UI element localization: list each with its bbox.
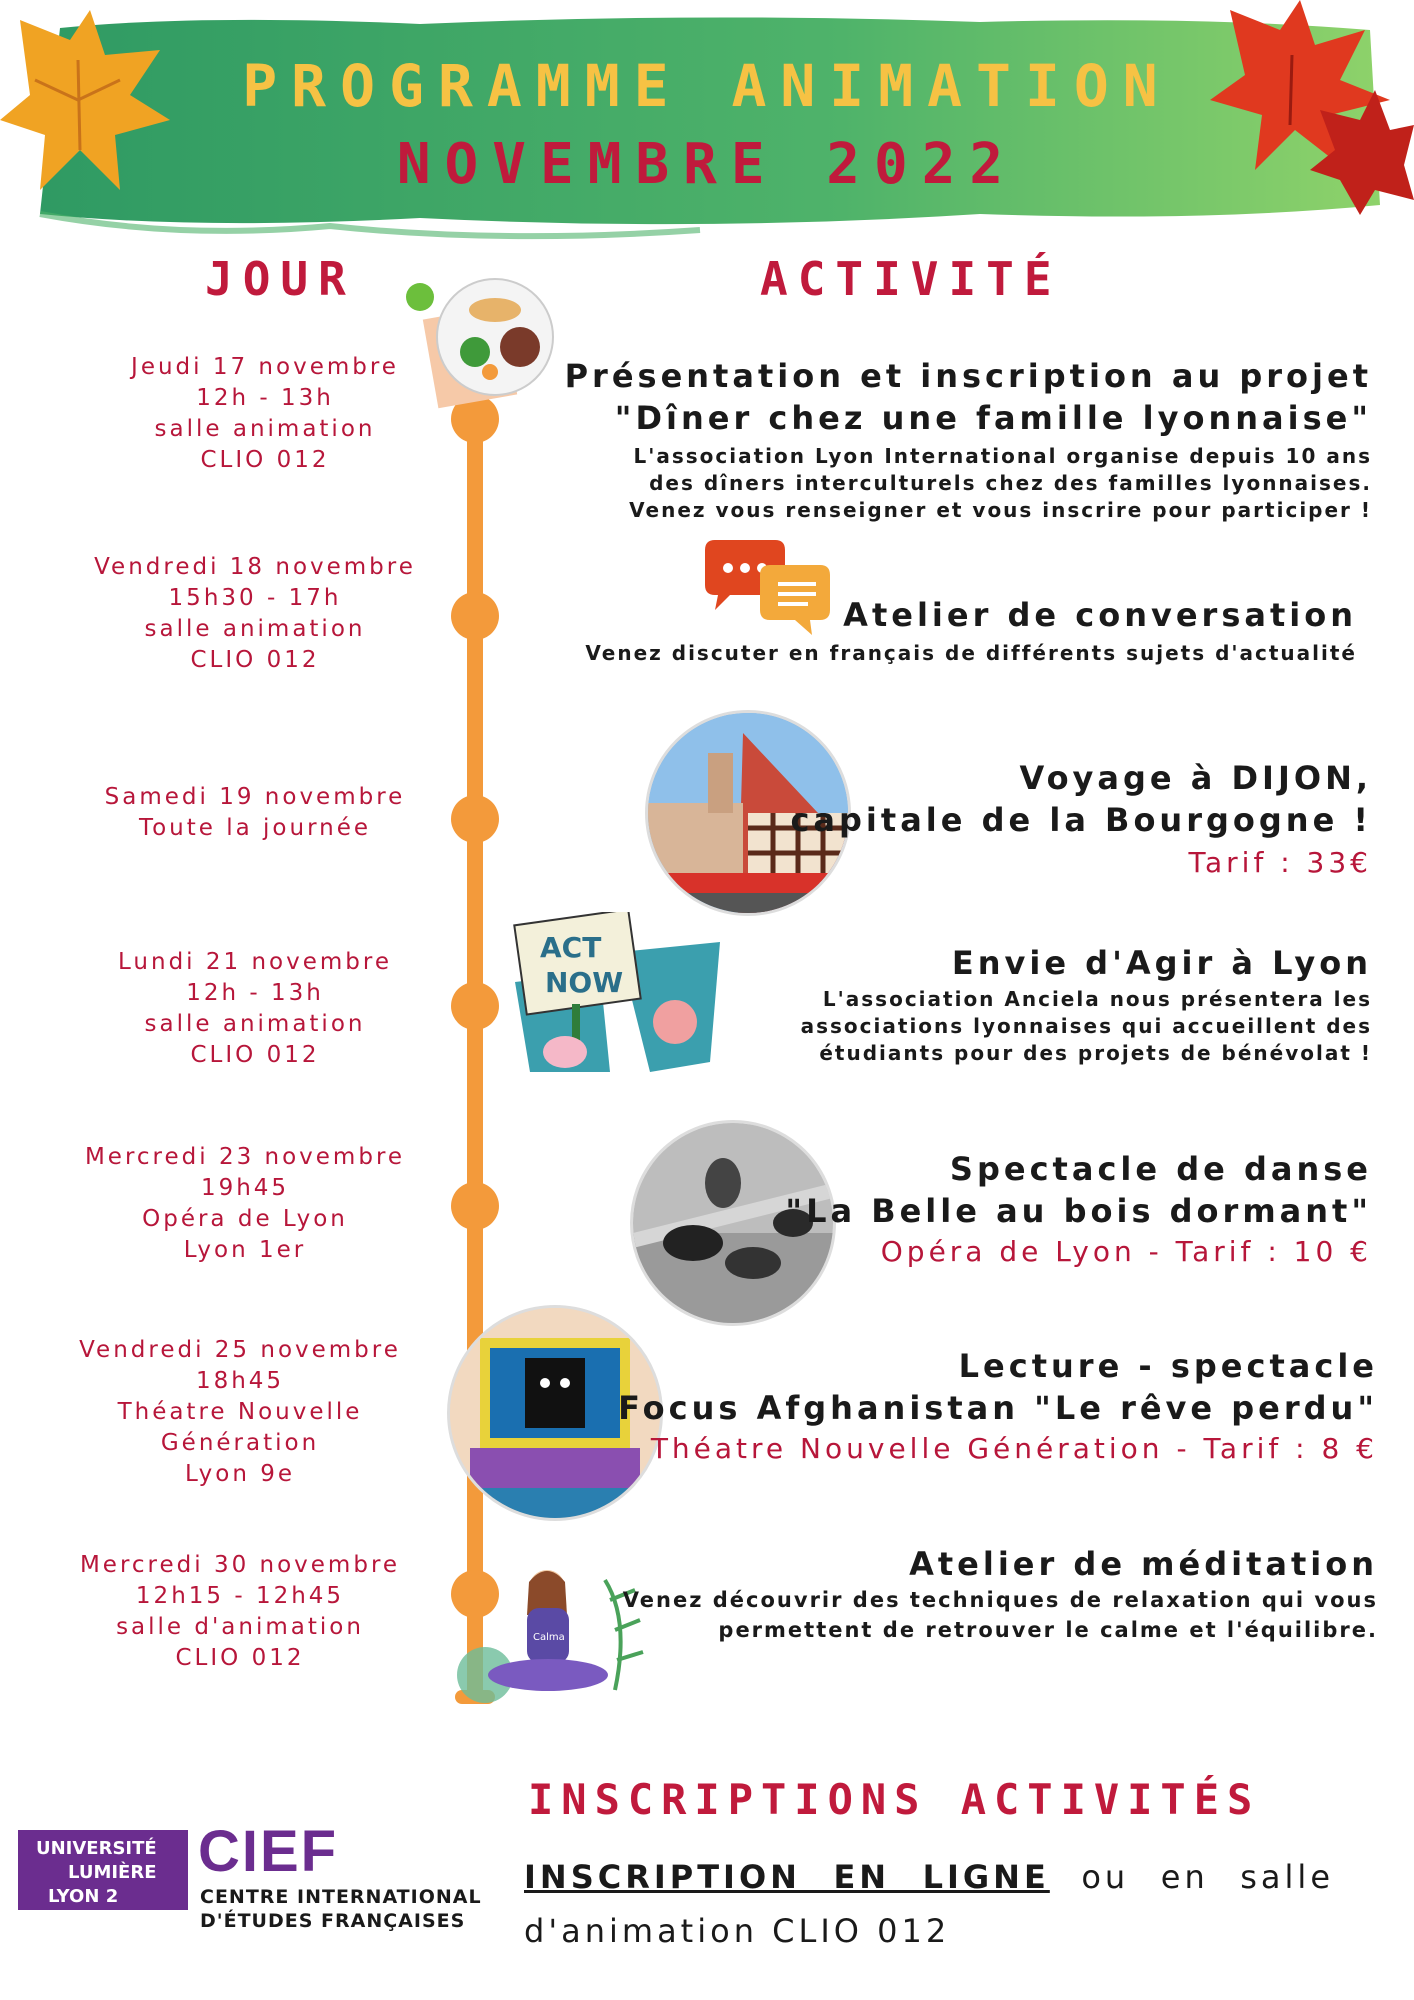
day-line: CLIO 012 — [200, 447, 330, 473]
day-line: 12h15 - 12h45 — [135, 1583, 345, 1609]
event-day-7 — [55, 1550, 425, 1674]
column-header-activity: ACTIVITÉ — [760, 252, 1062, 306]
page-subtitle: NOVEMBRE 2022 — [396, 132, 1018, 197]
activity-desc: des dîners interculturels chez des familles lyonnaises. — [649, 471, 1372, 495]
activity-title: "La Belle au bois dormant" — [785, 1192, 1372, 1230]
event-day-4 — [70, 947, 440, 1071]
activity-price: Opéra de Lyon - Tarif : 10 € — [880, 1235, 1372, 1268]
logo-text: LUMIÈRE — [68, 1862, 157, 1883]
activity-desc: permettent de retrouver le calme et l'équilibre. — [718, 1618, 1378, 1642]
timeline-dot — [451, 592, 499, 640]
column-header-day: JOUR — [205, 252, 356, 306]
day-line: Lyon 1er — [183, 1237, 307, 1263]
day-line: Mercredi 30 novembre — [79, 1552, 401, 1578]
logo-text: LYON 2 — [48, 1886, 119, 1907]
day-line: Opéra de Lyon — [142, 1206, 348, 1232]
day-line: CLIO 012 — [190, 647, 320, 673]
event-day-6 — [55, 1335, 425, 1490]
day-line: 18h45 — [195, 1368, 285, 1394]
day-line: 19h45 — [200, 1175, 290, 1201]
activity-title: Envie d'Agir à Lyon — [951, 944, 1372, 982]
activity-title: capitale de la Bourgogne ! — [790, 801, 1372, 839]
activity-title: Voyage à DIJON, — [1019, 759, 1372, 797]
event-day-1 — [80, 352, 450, 476]
event-activity-7 — [623, 1543, 1378, 1645]
timeline-dot — [451, 982, 499, 1030]
event-activity-6 — [618, 1345, 1378, 1469]
day-line: Lyon 9e — [184, 1461, 296, 1487]
day-line: Théatre Nouvelle — [117, 1399, 363, 1425]
day-line: Lundi 21 novembre — [118, 949, 392, 975]
activity-title: Présentation et inscription au projet — [564, 357, 1372, 395]
plate-food-icon — [400, 272, 560, 412]
inscriptions-title: INSCRIPTIONS ACTIVITÉS — [528, 1775, 1261, 1824]
day-line: Vendredi 25 novembre — [79, 1337, 401, 1363]
timeline-dot — [451, 1182, 499, 1230]
day-line: 12h - 13h — [196, 385, 334, 411]
day-line: Samedi 19 novembre — [104, 784, 406, 810]
event-day-5 — [60, 1142, 430, 1266]
activity-desc: L'association Lyon International organise depuis 10 ans — [633, 444, 1372, 468]
activity-title: Focus Afghanistan "Le rêve perdu" — [618, 1389, 1378, 1427]
event-activity-3 — [790, 757, 1372, 883]
day-line: Jeudi 17 novembre — [131, 354, 399, 380]
inscriptions-text — [524, 1850, 1334, 1958]
activity-price: Théatre Nouvelle Génération - Tarif : 8 € — [650, 1432, 1378, 1465]
activity-title: Atelier de conversation — [843, 596, 1357, 634]
activity-desc: étudiants pour des projets de bénévolat ! — [819, 1041, 1372, 1065]
universite-lyon2-logo — [18, 1830, 188, 1910]
page-title: PROGRAMME ANIMATION — [242, 52, 1172, 120]
day-line: Génération — [160, 1430, 320, 1456]
event-activity-5 — [785, 1148, 1372, 1272]
activity-desc: Venez découvrir des techniques de relaxation qui vous — [622, 1588, 1378, 1612]
day-line: Toute la journée — [138, 815, 372, 841]
event-activity-4 — [801, 942, 1372, 1067]
activity-title: Spectacle de danse — [949, 1150, 1372, 1188]
meditation-shirt-text: Calma — [533, 1632, 565, 1643]
timeline-dot — [451, 795, 499, 843]
cief-logo: CIEF — [198, 1819, 339, 1884]
day-line: Vendredi 18 novembre — [94, 554, 416, 580]
day-line: 12h - 13h — [186, 980, 324, 1006]
cief-line: D'ÉTUDES FRANÇAISES — [200, 1910, 466, 1932]
activity-title: Lecture - spectacle — [958, 1347, 1378, 1385]
day-line: salle animation — [154, 416, 376, 442]
inscriptions-rest: ou en salle d'animation CLIO 012 — [524, 1858, 1335, 1950]
act-now-protest-icon — [510, 912, 725, 1087]
day-line: Mercredi 23 novembre — [84, 1144, 406, 1170]
activity-desc: Venez vous renseigner et vous inscrire pour participer ! — [629, 498, 1372, 522]
activity-desc: L'association Anciela nous présentera les — [822, 987, 1372, 1011]
activity-desc: Venez discuter en français de différents sujets d'actualité — [585, 641, 1357, 665]
logo-text: UNIVERSITÉ — [36, 1838, 157, 1859]
day-line: CLIO 012 — [175, 1645, 305, 1671]
act-now-sign-line: NOW — [545, 966, 624, 999]
day-line: 15h30 - 17h — [168, 585, 342, 611]
day-line: CLIO 012 — [190, 1042, 320, 1068]
event-activity-2 — [585, 594, 1357, 667]
day-line: salle animation — [144, 1011, 366, 1037]
activity-title: "Dîner chez une famille lyonnaise" — [614, 399, 1372, 437]
event-activity-1 — [565, 355, 1372, 524]
activity-price: Tarif : 33€ — [1188, 846, 1372, 879]
online-registration-link[interactable]: INSCRIPTION EN LIGNE — [524, 1858, 1050, 1896]
day-line: salle d'animation — [116, 1614, 364, 1640]
event-day-2 — [70, 552, 440, 676]
activity-desc: associations lyonnaises qui accueillent des — [800, 1014, 1372, 1038]
activity-title: Atelier de méditation — [909, 1545, 1378, 1583]
cief-line: CENTRE INTERNATIONAL — [200, 1886, 482, 1908]
act-now-sign-line: ACT — [540, 931, 602, 964]
event-day-3 — [70, 782, 440, 844]
day-line: salle animation — [144, 616, 366, 642]
